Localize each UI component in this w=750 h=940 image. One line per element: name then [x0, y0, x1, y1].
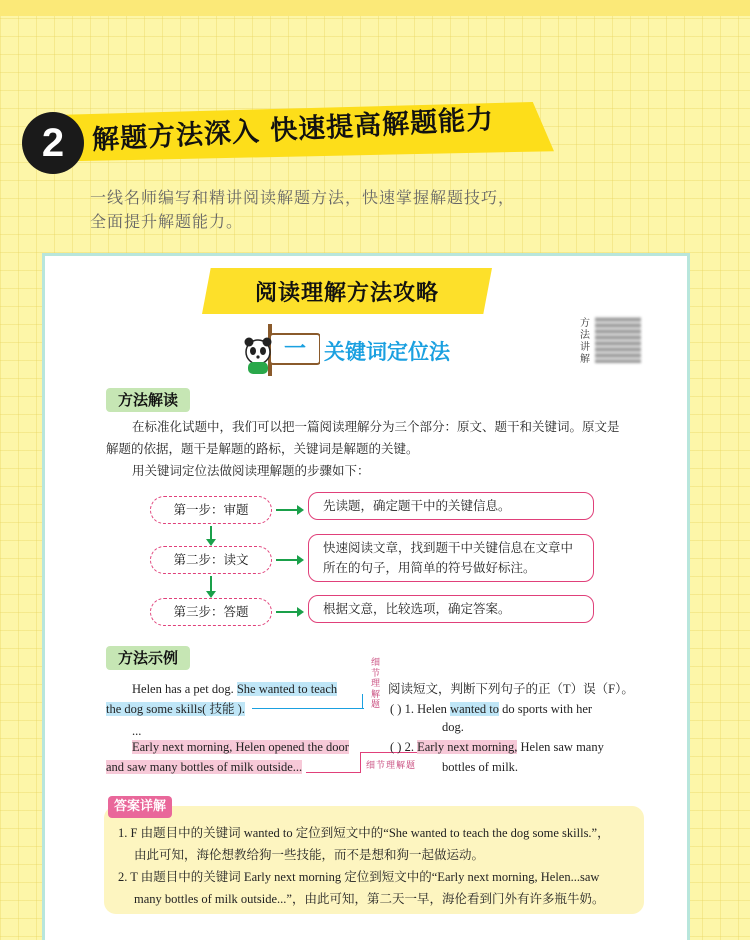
step-1-desc: 先读题，确定题干中的关键信息。 — [308, 492, 594, 520]
example-ellipsis: ... — [132, 724, 142, 738]
panda-signpost-icon — [240, 320, 320, 378]
question-1-prefix: ( ) 1. Helen — [390, 702, 451, 716]
answer-2-line-1: 2. T 由题目中的关键词 Early next morning 定位到短文中的“Early next morning, Helen...saw — [118, 870, 600, 884]
header-subtitle — [90, 186, 650, 234]
arrow-down-icon — [210, 526, 212, 540]
answer-tag: 答案详解 — [108, 796, 172, 818]
step-3-desc: 根据文意，比较选项，确定答案。 — [308, 595, 594, 623]
intro-line-1: 在标准化试题中，我们可以把一篇阅读理解分为三个部分：原文、题干和关键词。原文是 — [132, 420, 620, 434]
method-number: 一 — [283, 337, 307, 362]
connector-pink — [360, 752, 361, 773]
note-detail-horizontal: 细节理解题 — [366, 761, 417, 771]
question-2-prefix: ( ) 2. — [390, 740, 418, 754]
arrow-right-icon — [276, 611, 298, 613]
question-2 — [390, 737, 604, 757]
example-instruction: 阅读短文，判断下列句子的正（T）误（F）。 — [388, 682, 634, 696]
keyword-highlight: the dog some skills( 技能 ). — [106, 702, 245, 716]
subtitle-line-1: 一线名师编写和精讲阅读解题方法，快速掌握解题技巧， — [90, 188, 516, 207]
keyword-highlight: Early next morning, — [417, 740, 518, 754]
step-3-label: 第三步：答题 — [150, 598, 272, 626]
step-2-desc: 快速阅读文章，找到题干中关键信息在文章中所在的句子，用简单的符号做好标注。 — [308, 534, 594, 582]
note-detail-vertical: 细节理解题 — [371, 658, 381, 710]
question-2-text: Helen saw many — [517, 740, 604, 754]
example-line-4 — [106, 757, 302, 777]
step-1-label: 第一步：审题 — [150, 496, 272, 524]
section-number-badge: 2 — [22, 112, 84, 174]
keyword-highlight: Early next morning, Helen opened the door — [132, 740, 349, 754]
arrow-down-icon — [210, 576, 212, 592]
question-1-line-2: dog. — [442, 720, 464, 734]
example-line-2 — [106, 699, 245, 719]
method-label: 方法讲解 — [580, 318, 590, 365]
example-line-1 — [132, 679, 337, 699]
arrow-right-icon — [276, 509, 298, 511]
card-title: 阅读理解方法攻略 — [254, 281, 439, 306]
intro-line-3: 用关键词定位法做阅读理解题的步骤如下： — [132, 464, 370, 478]
tag-method-explanation: 方法解读 — [106, 388, 190, 412]
qr-code[interactable] — [595, 317, 641, 363]
connector-blue — [362, 694, 363, 709]
answer-2-line-2: many bottles of milk outside...”，由此可知，第二天一早，海伦看到门外有许多瓶牛奶。 — [134, 892, 605, 906]
step-2-label: 第二步：读文 — [150, 546, 272, 574]
tag-method-example: 方法示例 — [106, 646, 190, 670]
top-band — [0, 0, 750, 16]
question-2-line-2: bottles of milk. — [442, 760, 519, 774]
example-line-3 — [132, 737, 349, 757]
answer-1-line-1: 1. F 由题目中的关键词 wanted to 定位到短文中的“She wanted to teach the dog some skills.”， — [118, 826, 610, 840]
keyword-highlight: wanted to — [450, 702, 499, 716]
arrow-right-icon — [276, 559, 298, 561]
method-title: 关键词定位法 — [324, 340, 450, 364]
question-1-text: do sports with her — [499, 702, 593, 716]
connector-pink — [306, 772, 360, 773]
header-title: 解题方法深入 快速提高解题能力 — [91, 103, 495, 156]
subtitle-line-2: 全面提升解题能力。 — [90, 212, 244, 231]
keyword-highlight: She wanted to teach — [236, 682, 338, 696]
connector-blue — [252, 708, 364, 709]
answer-1-line-2: 由此可知，海伦想教给狗一些技能，而不是想和狗一起做运动。 — [134, 848, 485, 862]
intro-line-2: 解题的依据，题干是解题的路标，关键词是解题的关键。 — [106, 442, 419, 456]
question-1 — [390, 699, 592, 719]
keyword-highlight: and saw many bottles of milk outside... — [106, 760, 303, 774]
example-text: Helen has a pet dog. — [132, 682, 237, 696]
